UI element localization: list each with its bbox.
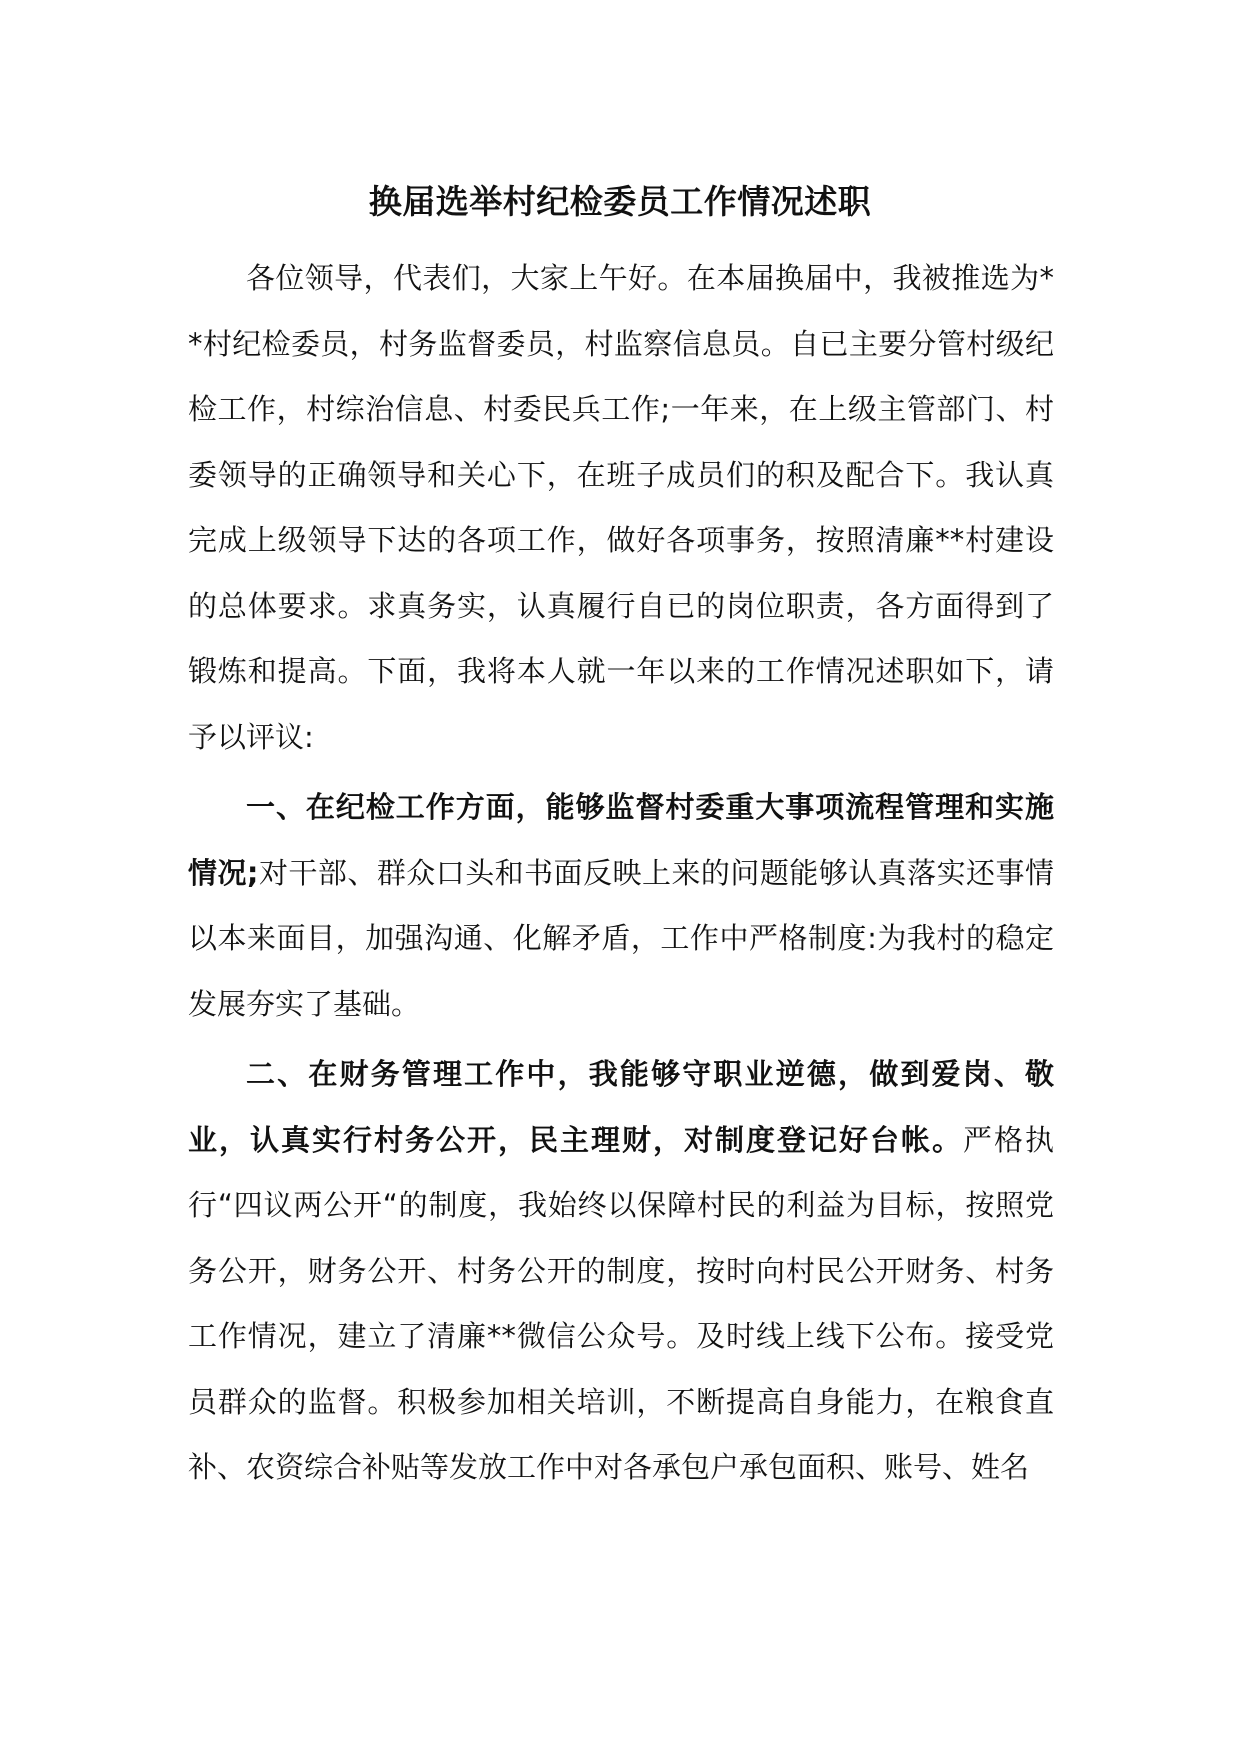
- document-body: [188, 246, 1054, 1501]
- section-2-heading: 二、在财务管理工作中，我能够守职业逆德，做到爱岗、敬业，认真实行村务公开，民主理财，对制度登记好台帐。: [188, 1057, 1054, 1157]
- paragraph-intro: [188, 246, 1054, 770]
- document-title: 换届选举村纪检委员工作情况述职: [368, 182, 872, 221]
- paragraph-intro-text: 各位领导，代表们，大家上午好。在本届换届中，我被推选为**村纪检委员，村务监督委员，村监察信息员。自已主要分管村级纪检工作，村综治信息、村委民兵工作;一年来，在上级主管部门、村委领导的正确领导和关心下，在班子成员们的积及配合下。我认真完成上级领导下达的各项工作，做好各项事务，按照清廉**村建设的总体要求。求真务实，认真履行自已的岗位职责，各方面得到了锻炼和提高。下面，我将本人就一年以来的工作情况述职如下，请予以评议:: [188, 261, 1054, 754]
- paragraph-section-1: [188, 775, 1054, 1037]
- section-1-text: 对干部、群众口头和书面反映上来的问题能够认真落实还事情以本来面目，加强沟通、化解矛盾，工作中严格制度:为我村的稳定发展夯实了基础。: [188, 855, 1054, 1021]
- section-1-heading: 一、在纪检工作方面，能够监督村委重大事项流程管理和实施情况;: [188, 790, 1054, 890]
- section-2-text: 严格执行“四议两公开“的制度，我始终以保障村民的利益为目标，按照党务公开，财务公开、村务公开的制度，按时向村民公开财务、村务工作情况，建立了清廉**微信公众号。及时线上线下公布。接受党员群众的监督。积极参加相关培训，不断提高自身能力，在粮食直补、农资综合补贴等发放工作中对各承包户承包面积、账号、姓名: [188, 1122, 1054, 1484]
- paragraph-section-2: [188, 1042, 1054, 1501]
